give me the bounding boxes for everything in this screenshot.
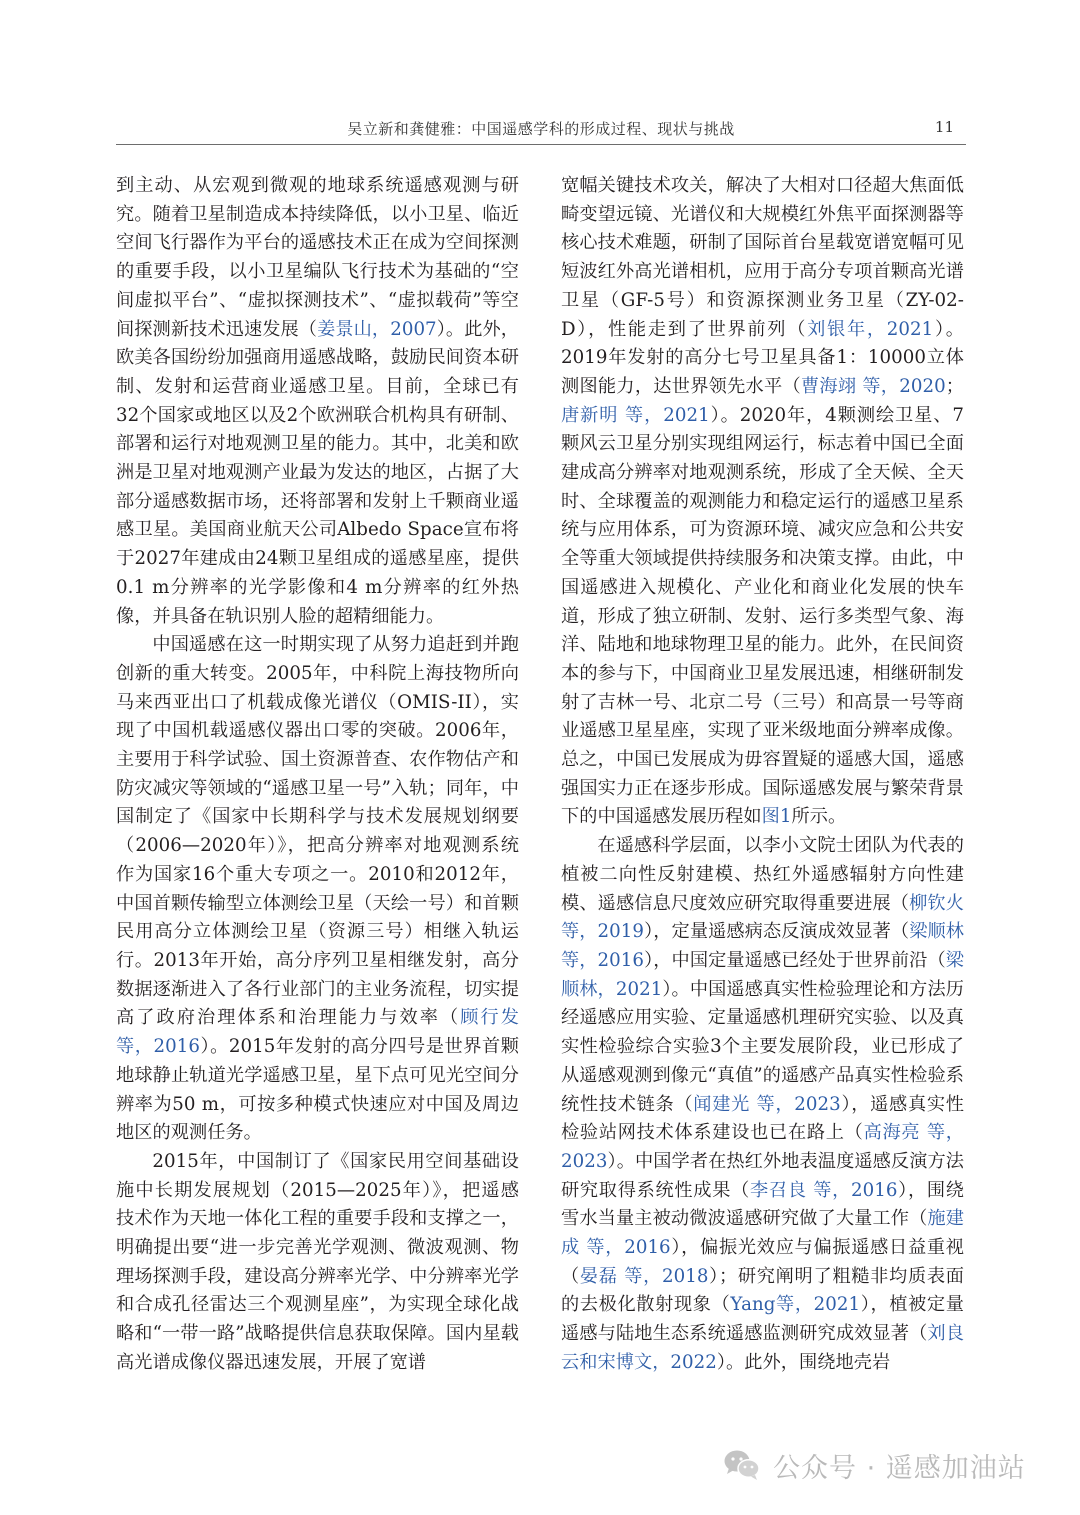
- citation-link[interactable]: 施建成 等，2016: [561, 1208, 964, 1259]
- text-run: 所示。: [791, 806, 847, 828]
- page-number: 11: [934, 118, 954, 136]
- citation-link[interactable]: 梁顺林，2021: [561, 949, 964, 1000]
- citation-link[interactable]: 曹海翊 等，2020: [800, 375, 946, 397]
- citation-link[interactable]: 李召良 等，2016: [750, 1179, 898, 1201]
- text-run: ），偏振光效应与偏振遥感日益重视（: [561, 1237, 965, 1287]
- citation-link[interactable]: 顾行发 等，2016: [116, 1007, 519, 1058]
- citation-link[interactable]: 刘银年，2021: [807, 318, 934, 340]
- text-run: ）。中国学者在热红外地表温度遥感反演方法研究取得系统性成果（: [561, 1150, 964, 1201]
- paragraph: [116, 172, 519, 631]
- text-run: 到主动、从宏观到微观的地球系统遥感观测与研究。随着卫星制造成本持续降低，以小卫星、临近空间飞行器作为平台的遥感技术正在成为空间探测的重要手段，以小卫星编队飞行技术为基础的“空间虚拟平台”、“虚拟探测技术”、“虚拟载荷”等空间探测新技术迅速发展（: [116, 175, 519, 340]
- citation-link[interactable]: Yang等，2021: [730, 1294, 861, 1316]
- paragraph: [116, 631, 519, 1148]
- citation-link[interactable]: 唐新明 等，2021: [561, 404, 710, 426]
- text-run: ），植被定量遥感与陆地生态系统遥感监测研究成效显著（: [561, 1294, 964, 1345]
- text-run: ）。2015年发射的高分四号是世界首颗地球静止轨道光学遥感卫星，星下点可见光空间分辨率为50 m，可按多种模式快速应对中国及周边地区的观测任务。: [116, 1036, 520, 1144]
- watermark: [723, 1448, 1026, 1482]
- running-header: [116, 116, 966, 145]
- text-run: ）。此外，欧美各国纷纷加强商用遥感战略，鼓励民间资本研制、发射和运营商业遥感卫星。目前，全球已有32个国家或地区以及2个欧洲联合机构具有研制、部署和运行对地观测卫星的能力。其中，北美和欧洲是卫星对地观测产业最为发达的地区，占据了大部分遥感数据市场，还将部署和发射上千颗商业遥感卫星。美国商业航天公司Albedo Space宣布将于2027年建成由24颗卫星组成的遥感星座，提供0.1 m分辨率的光学影像和4 m分辨率的红外热像，并具备在轨识别人脸的超精细能力。: [116, 318, 519, 627]
- text-run: 中国遥感在这一时期实现了从努力追赶到并跑创新的重大转变。2005年，中科院上海技物所向马来西亚出口了机载成像光谱仪（OMIS-II），实现了中国机载遥感仪器出口零的突破。2006年，主要用于科学试验、国土资源普查、农作物估产和防灾减灾等领域的“遥感卫星一号”入轨；同年，中国制定了《国家中长期科学与技术发展规划纲要（2006—2020年）》，把高分辨率对地观测系统作为国家16个重大专项之一。2010和2012年，中国首颗传输型立体测绘卫星（天绘一号）和首颗民用高分立体测绘卫星（资源三号）相继入轨运行。2013年开始，高分序列卫星相继发射，高分数据逐渐进入了各行业部门的主业务流程，切实提高了政府治理体系和治理能力与效率（: [116, 634, 519, 1029]
- citation-link[interactable]: 晏磊 等，2018: [579, 1265, 709, 1287]
- text-run: ）；研究阐明了粗糙非均质表面的去极化散射现象（: [561, 1265, 964, 1316]
- text-run: ），定量遥感病态反演成效显著（: [644, 921, 910, 943]
- text-run: ），中国定量遥感已经处于世界前沿（: [644, 949, 946, 971]
- text-run: ）。2020年，4颗测绘卫星、7颗风云卫星分别实现组网运行，标志着中国已全面建成高分辨率对地观测系统，形成了全天候、全天时、全球覆盖的观测能力和稳定运行的遥感卫星系统与应用体系，可为资源环境、减灾应急和公共安全等重大领域提供持续服务和决策支撑。由此，中国遥感进入规模化、产业化和商业化发展的快车道，形成了独立研制、发射、运行多类型气象、海洋、陆地和地球物理卫星的能力。此外，在民间资本的参与下，中国商业卫星发展迅速，相继研制发射了吉林一号、北京二号（三号）和高景一号等商业遥感卫星星座，实现了亚米级地面分辨率成像。总之，中国已发展成为毋容置疑的遥感大国，遥感强国实力正在逐步形成。国际遥感发展与繁荣背景下的中国遥感发展历程如: [561, 404, 964, 828]
- text-run: 宽幅关键技术攻关，解决了大相对口径超大焦面低畸变望远镜、光谱仪和大规模红外焦平面探测器等核心技术难题，研制了国际首台星载宽谱宽幅可见短波红外高光谱相机，应用于高分专项首颗高光谱卫星（GF-5号）和资源探测业务卫星（ZY-02-D），性能走到了世界前列（: [561, 175, 964, 340]
- paragraph: [561, 172, 964, 832]
- figure-link[interactable]: 图1: [761, 806, 792, 828]
- text-run: 2015年，中国制订了《国家民用空间基础设施中长期发展规划（2015—2025年）》，把遥感技术作为天地一体化工程的重要手段和支撑之一，明确提出要“进一步完善光学观测、微波观测、物理场探测手段，建设高分辨率光学、中分辨率光学和合成孔径雷达三个观测星座”，为实现全球化战略和“一带一路”战略提供信息获取保障。国内星载高光谱成像仪器迅速发展，开展了宽谱: [116, 1150, 519, 1373]
- text-run: ），围绕雪水当量主被动微波遥感研究做了大量工作（: [561, 1179, 964, 1230]
- text-run: ）。中国遥感真实性检验理论和方法历经遥感应用实验、定量遥感机理研究实验、以及真实性检验综合实验3个主要发展阶段，业已形成了从遥感观测到像元“真值”的遥感产品真实性检验系统性技术链条（: [561, 978, 964, 1115]
- citation-link[interactable]: 闻建光 等，2023: [693, 1093, 841, 1115]
- watermark-text: 公众号 · 遥感加油站: [773, 1452, 1026, 1484]
- citation-link[interactable]: 姜景山，2007: [317, 318, 437, 340]
- text-run: ）。此外，围绕地壳岩: [716, 1351, 891, 1373]
- citation-link[interactable]: 刘良云和宋博文，2022: [561, 1323, 964, 1373]
- text-run: ）。2019年发射的高分七号卫星具备1：10000立体测图能力，达世界领先水平（: [561, 318, 965, 397]
- running-title: 吴立新和龚健雅：中国遥感学科的形成过程、现状与挑战: [347, 120, 735, 138]
- paragraph: [116, 1148, 519, 1378]
- citation-link[interactable]: 梁顺林 等，2016: [561, 921, 964, 971]
- left-column: [116, 172, 519, 1378]
- text-run: 在遥感科学层面，以李小文院士团队为代表的植被二向性反射建模、热红外遥感辐射方向性建模、遥感信息尺度效应研究取得重要进展（: [561, 835, 964, 914]
- paragraph: [561, 832, 964, 1377]
- text-run: ），遥感真实性检验站网技术体系建设也已在路上（: [561, 1093, 964, 1144]
- citation-link[interactable]: 柳钦火 等，2019: [561, 892, 965, 943]
- right-column: [561, 172, 964, 1378]
- citation-link[interactable]: 高海亮 等，2023: [561, 1122, 964, 1172]
- wechat-icon: [723, 1449, 761, 1481]
- text-run: ；: [945, 375, 964, 397]
